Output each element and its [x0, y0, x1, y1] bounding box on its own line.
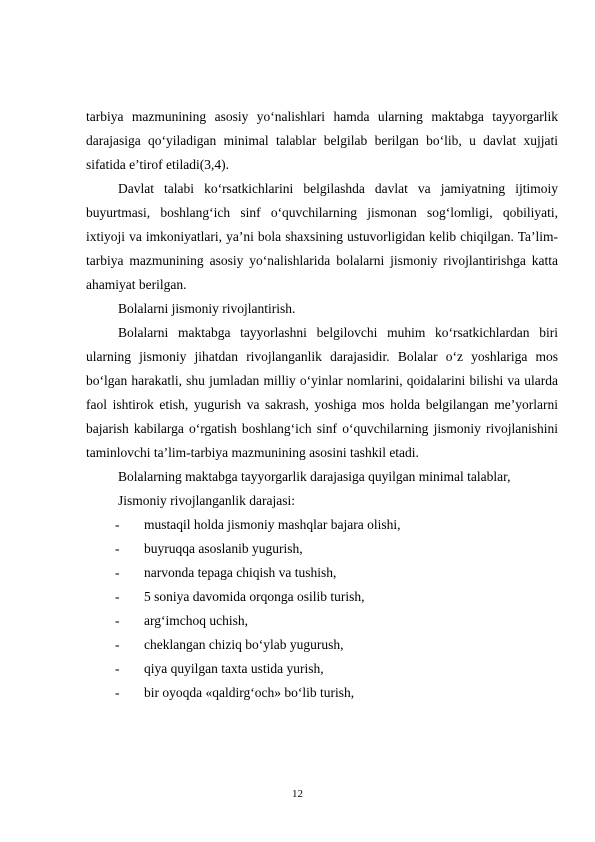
list-item — [86, 585, 558, 609]
list-item — [86, 657, 558, 681]
list-item-text: buyruqqa asoslanib yugurish, — [144, 541, 303, 556]
list-dash: - — [115, 589, 120, 604]
list-dash: - — [115, 613, 120, 628]
requirements-list — [86, 513, 558, 705]
list-item-text: arg‘imchoq uchish, — [144, 613, 248, 628]
page-number: 12 — [292, 788, 303, 800]
body-text — [86, 105, 558, 705]
list-item-text: mustaqil holda jismoniy mashqlar bajara olishi, — [144, 517, 401, 532]
paragraph-bolalarni-maktabga: Bolalarni maktabga tayyorlashni belgilovchi muhim ko‘rsatkichlardan biri ularning jismoniy jihatdan rivojlanganlik darajasidir. Bolalar o‘z yoshlariga mos bo‘lgan harakatli, shu jumladan milliy o‘yinlar nomlarini, qoidalarini bilishi va ularda faol ishtirok etish, yugurish va sakrash, yoshiga mos holda belgilangan me’yorlarni bajarish kabilarga o‘rgatish boshlang‘ich sinf o‘quvchilarning jismoniy rivojlanishini taminlovchi ta’lim-tarbiya mazmunining asosini tashkil etadi. — [86, 325, 558, 460]
list-dash: - — [115, 565, 120, 580]
list-item-text: cheklangan chiziq bo‘ylab yugurush, — [144, 637, 344, 652]
list-dash: - — [115, 685, 120, 700]
paragraph-continuation: tarbiya mazmunining asosiy yo‘nalishlari hamda ularning maktabga tayyorgarlik darajasiga qo‘yiladigan minimal talablar belgilab berilgan bo‘lib, u davlat xujjati sifatida e’tirof etiladi(3,4). — [86, 109, 558, 172]
list-item — [86, 633, 558, 657]
list-item — [86, 609, 558, 633]
list-item — [86, 681, 558, 705]
section-heading-jismoniy: Bolalarni jismoniy rivojlantirish. — [118, 301, 296, 316]
list-item-text: qiya quyilgan taxta ustida yurish, — [144, 661, 324, 676]
list-item — [86, 561, 558, 585]
paragraph-davlat-talabi: Davlat talabi ko‘rsatkichlarini belgilashda davlat va jamiyatning ijtimoiy buyurtmasi, boshlang‘ich sinf o‘quvchilarning jismonan sog‘lomligi, qobiliyati, ixtiyoji va imkoniyatlari, ya’ni bola shaxsining ustuvorligidan kelib chiqilgan. Ta’lim-tarbiya mazmunining asosiy yo‘nalishlarida bolalarni jismoniy rivojlantirishga katta ahamiyat berilgan. — [86, 181, 558, 292]
list-item-text: 5 soniya davomida orqonga osilib turish, — [144, 589, 365, 604]
list-dash: - — [115, 541, 120, 556]
list-item-text: bir oyoqda «qaldirg‘och» bo‘lib turish, — [144, 685, 355, 700]
list-item-text: narvonda tepaga chiqish va tushish, — [144, 565, 337, 580]
list-dash: - — [115, 661, 120, 676]
list-item — [86, 537, 558, 561]
paragraph-rivojlanganlik: Jismoniy rivojlanganlik darajasi: — [118, 493, 295, 508]
list-item — [86, 513, 558, 537]
list-dash: - — [115, 637, 120, 652]
list-dash: - — [115, 517, 120, 532]
paragraph-minimal-talablar: Bolalarning maktabga tayyorgarlik darajasiga quyilgan minimal talablar, — [118, 469, 511, 484]
